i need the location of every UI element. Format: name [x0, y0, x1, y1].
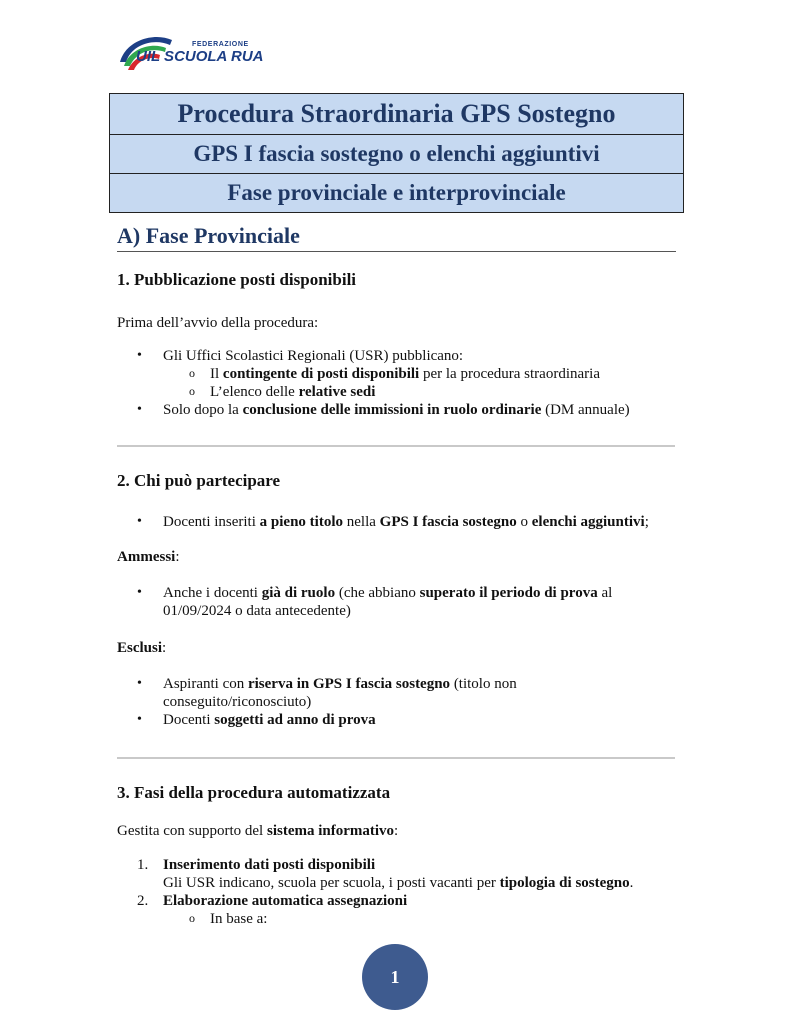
list-item: o In base a:	[163, 910, 633, 928]
list-item: • Docenti soggetti ad anno di prova	[137, 711, 517, 729]
logo-brand-text: UIL SCUOLA RUA	[136, 48, 264, 65]
list-item: 1. Inserimento dati posti disponibili Gli USR indicano, scuola per scuola, i posti vacanti per tipologia di sostegno.	[137, 857, 634, 891]
logo-federazione-text: FEDERAZIONE	[192, 41, 249, 48]
list-item: • Aspiranti con riserva in GPS I fascia sostegno (titolo non conseguito/riconosciuto)	[137, 675, 517, 711]
ammessi-label: Ammessi:	[117, 549, 180, 565]
title-sub-1: GPS I fascia sostegno o elenchi aggiuntivi	[110, 135, 683, 174]
s1-bullet-list	[137, 347, 630, 419]
divider	[117, 445, 675, 447]
esclusi-list	[137, 675, 517, 729]
heading-chi-puo-partecipare: 2. Chi può partecipare	[117, 471, 281, 490]
list-item: o L’elenco delle relative sedi	[163, 383, 630, 401]
uil-scuola-rua-logo	[116, 32, 266, 76]
ammessi-list	[137, 584, 612, 620]
list-item	[137, 347, 630, 401]
list-item: 2. Elaborazione automatica assegnazioni o In base a:	[137, 892, 633, 928]
list-item: • Docenti inseriti a pieno titolo nella GPS I fascia sostegno o elenchi aggiuntivi;	[137, 513, 649, 531]
title-sub-2: Fase provinciale e interprovinciale	[110, 174, 683, 212]
section-heading-a: A) Fase Provinciale	[117, 223, 676, 252]
s3-sub-list	[163, 910, 633, 928]
esclusi-label: Esclusi:	[117, 640, 167, 656]
s1-bullet-1-text: Gli Uffici Scolastici Regionali (USR) pubblicano:	[163, 348, 464, 364]
heading-pubblicazione: 1. Pubblicazione posti disponibili	[117, 270, 357, 289]
s2-bullet-list	[137, 513, 649, 531]
title-main: Procedura Straordinaria GPS Sostegno	[110, 94, 683, 135]
list-item: o Il contingente di posti disponibili per la procedura straordinaria	[163, 365, 630, 383]
list-item: • Solo dopo la conclusione delle immissioni in ruolo ordinarie (DM annuale)	[137, 401, 630, 419]
s1-sub-list	[163, 365, 630, 401]
divider	[117, 757, 675, 759]
s3-numbered-list	[137, 856, 633, 928]
list-item: • Anche i docenti già di ruolo (che abbiano superato il periodo di prova al 01/09/2024 o data antecedente)	[137, 584, 612, 620]
s3-intro: Gestita con supporto del sistema informativo:	[117, 823, 399, 839]
heading-fasi-procedura: 3. Fasi della procedura automatizzata	[117, 783, 391, 802]
title-box	[109, 93, 684, 213]
s1-intro: Prima dell’avvio della procedura:	[117, 315, 319, 331]
page-number-badge: 1	[362, 944, 428, 1010]
